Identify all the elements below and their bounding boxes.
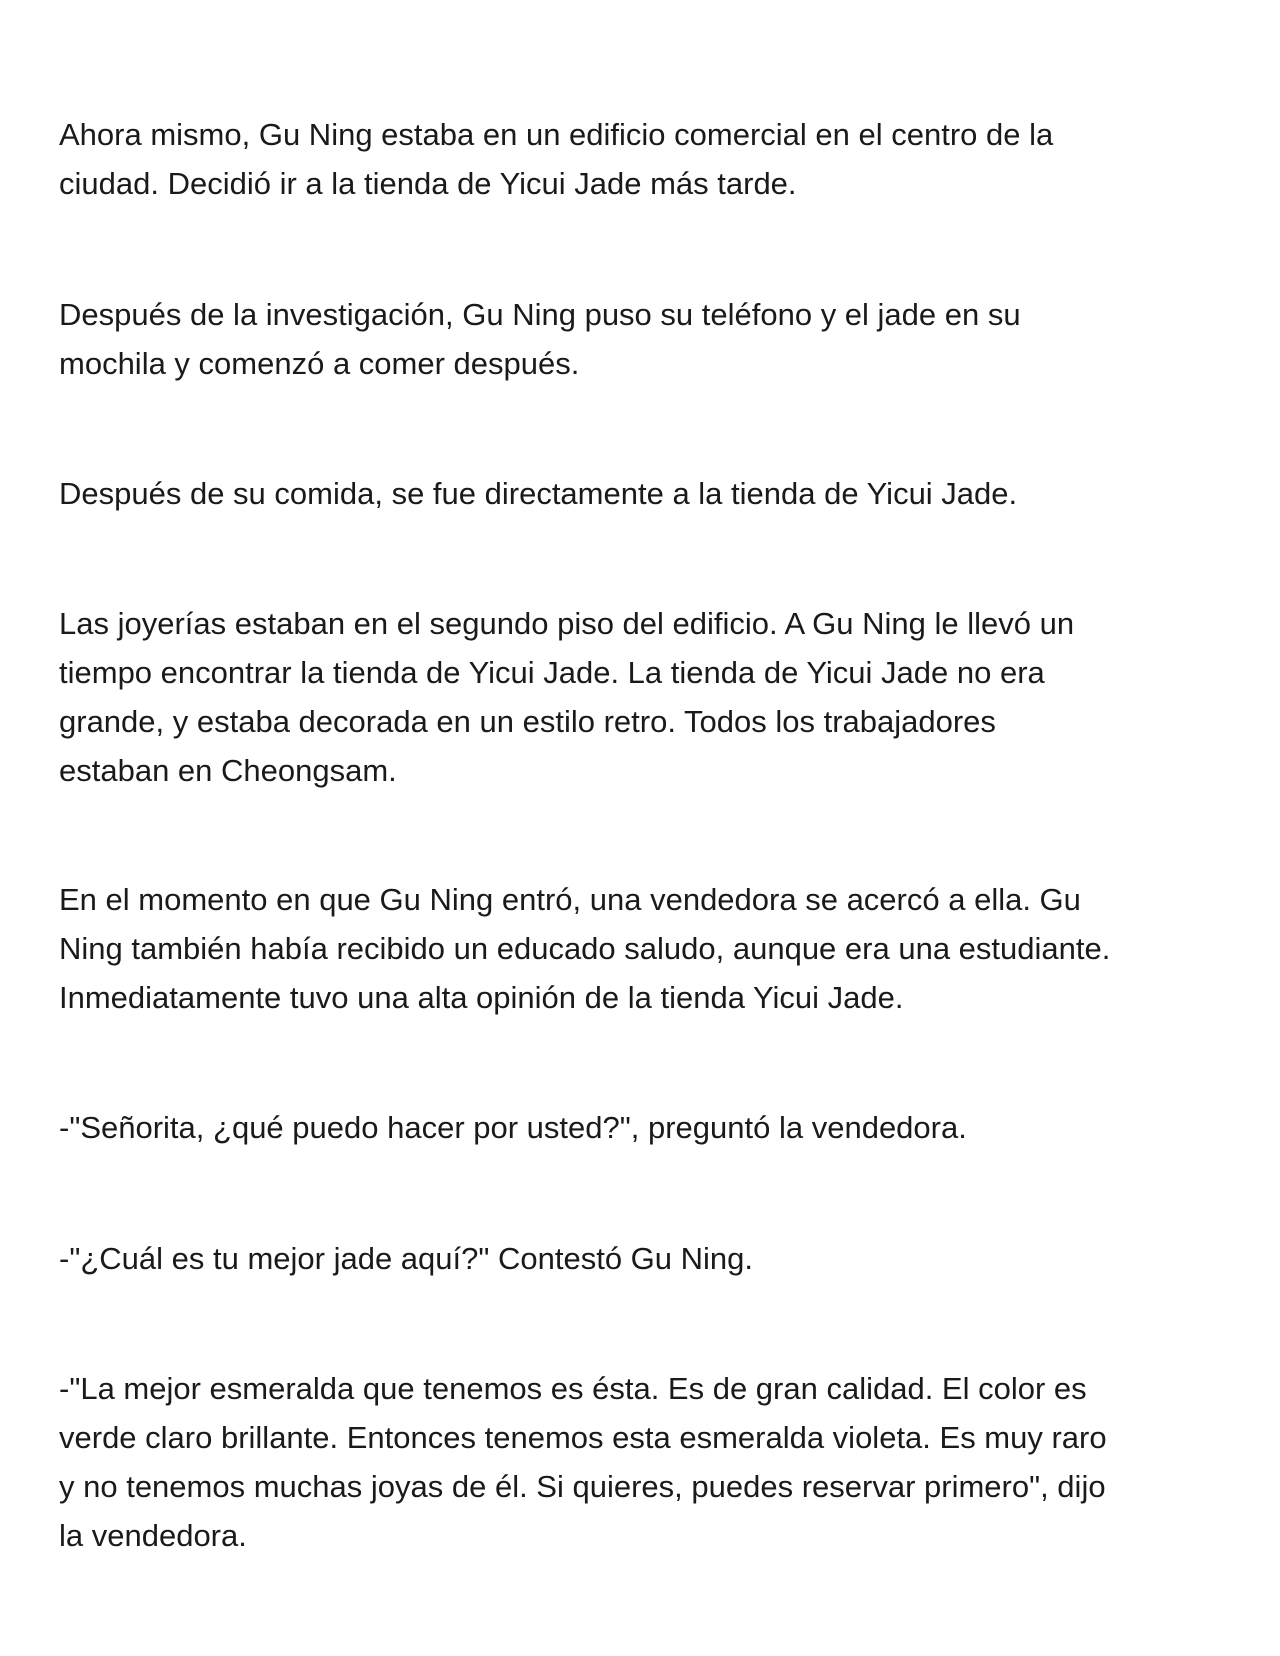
paragraph: [59, 599, 1239, 795]
paragraph: [59, 1234, 1239, 1283]
paragraph: [59, 469, 1239, 518]
text-line: la vendedora.: [59, 1518, 247, 1553]
text-line: verde claro brillante. Entonces tenemos esta esmeralda violeta. Es muy raro: [59, 1420, 1107, 1455]
text-line: Ahora mismo, Gu Ning estaba en un edificio comercial en el centro de la: [59, 117, 1054, 152]
text-line: -"Señorita, ¿qué puedo hacer por usted?", preguntó la vendedora.: [59, 1110, 967, 1145]
text-line: tiempo encontrar la tienda de Yicui Jade. La tienda de Yicui Jade no era: [59, 655, 1045, 690]
text-line: y no tenemos muchas joyas de él. Si quieres, puedes reservar primero", dijo: [59, 1469, 1106, 1504]
text-line: mochila y comenzó a comer después.: [59, 346, 580, 381]
paragraph: [59, 290, 1239, 388]
text-line: ciudad. Decidió ir a la tienda de Yicui Jade más tarde.: [59, 166, 797, 201]
text-line: En el momento en que Gu Ning entró, una vendedora se acercó a ella. Gu: [59, 882, 1081, 917]
paragraph: [59, 1364, 1239, 1560]
text-line: estaban en Cheongsam.: [59, 753, 397, 788]
paragraph: [59, 1103, 1239, 1152]
document-page: [59, 110, 1239, 1560]
text-line: -"La mejor esmeralda que tenemos es ésta. Es de gran calidad. El color es: [59, 1371, 1087, 1406]
text-line: Ning también había recibido un educado saludo, aunque era una estudiante.: [59, 931, 1111, 966]
text-line: Las joyerías estaban en el segundo piso del edificio. A Gu Ning le llevó un: [59, 606, 1075, 641]
text-line: Después de la investigación, Gu Ning puso su teléfono y el jade en su: [59, 297, 1021, 332]
text-line: Después de su comida, se fue directamente a la tienda de Yicui Jade.: [59, 476, 1018, 511]
paragraph: [59, 110, 1239, 208]
text-line: grande, y estaba decorada en un estilo retro. Todos los trabajadores: [59, 704, 996, 739]
paragraph: [59, 875, 1239, 1022]
text-line: Inmediatamente tuvo una alta opinión de la tienda Yicui Jade.: [59, 980, 904, 1015]
text-line: -"¿Cuál es tu mejor jade aquí?" Contestó Gu Ning.: [59, 1241, 754, 1276]
